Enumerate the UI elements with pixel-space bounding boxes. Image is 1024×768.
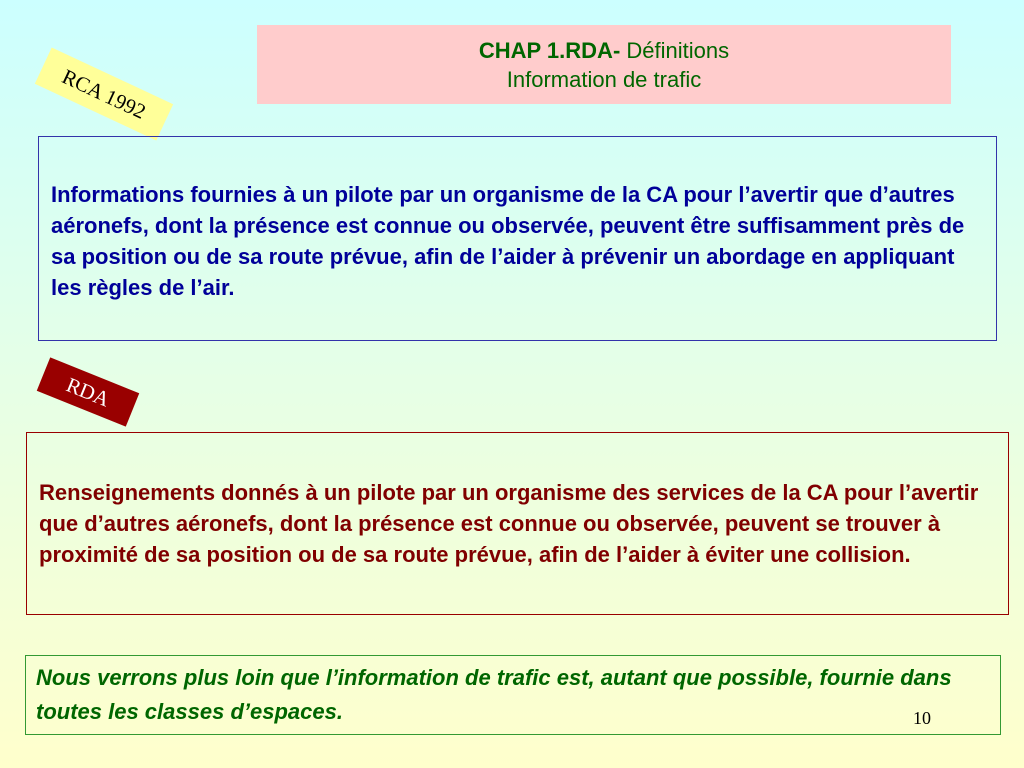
page-number: 10 (913, 708, 931, 728)
title-chapter: CHAP 1.RDA- (478, 38, 621, 63)
slide-title (257, 25, 951, 104)
rca-definition-text: Informations fournies à un pilote par un organisme de la CA pour l’avertir que d’autres aéronefs, dont la présence est connue ou observée, peuvent être suffisamment près de sa position ou de sa route prévue, afin de l’aider à prévenir un abordage en appliquant les règles de l’air. (51, 182, 965, 300)
title-line-1 (257, 36, 951, 65)
rda-definition-box (26, 432, 1009, 615)
note-box (25, 655, 1001, 735)
rca-definition-box (38, 136, 997, 341)
title-subject: Définitions (626, 38, 730, 63)
rca-1992-tag: RCA 1992 (35, 48, 173, 141)
rda-definition-text: Renseignements donnés à un pilote par un organisme des services de la CA pour l’avertir que d’autres aéronefs, dont la présence est connue ou observée, peuvent se trouver à proximité de sa position ou de sa route prévue, afin de l’aider à éviter une collision. (39, 480, 979, 567)
title-line-2: Information de trafic (506, 67, 702, 92)
rda-tag: RDA (37, 357, 139, 426)
note-text: Nous verrons plus loin que l’information de trafic est, autant que possible, fournie dans toutes les classes d’espaces. (36, 665, 952, 724)
